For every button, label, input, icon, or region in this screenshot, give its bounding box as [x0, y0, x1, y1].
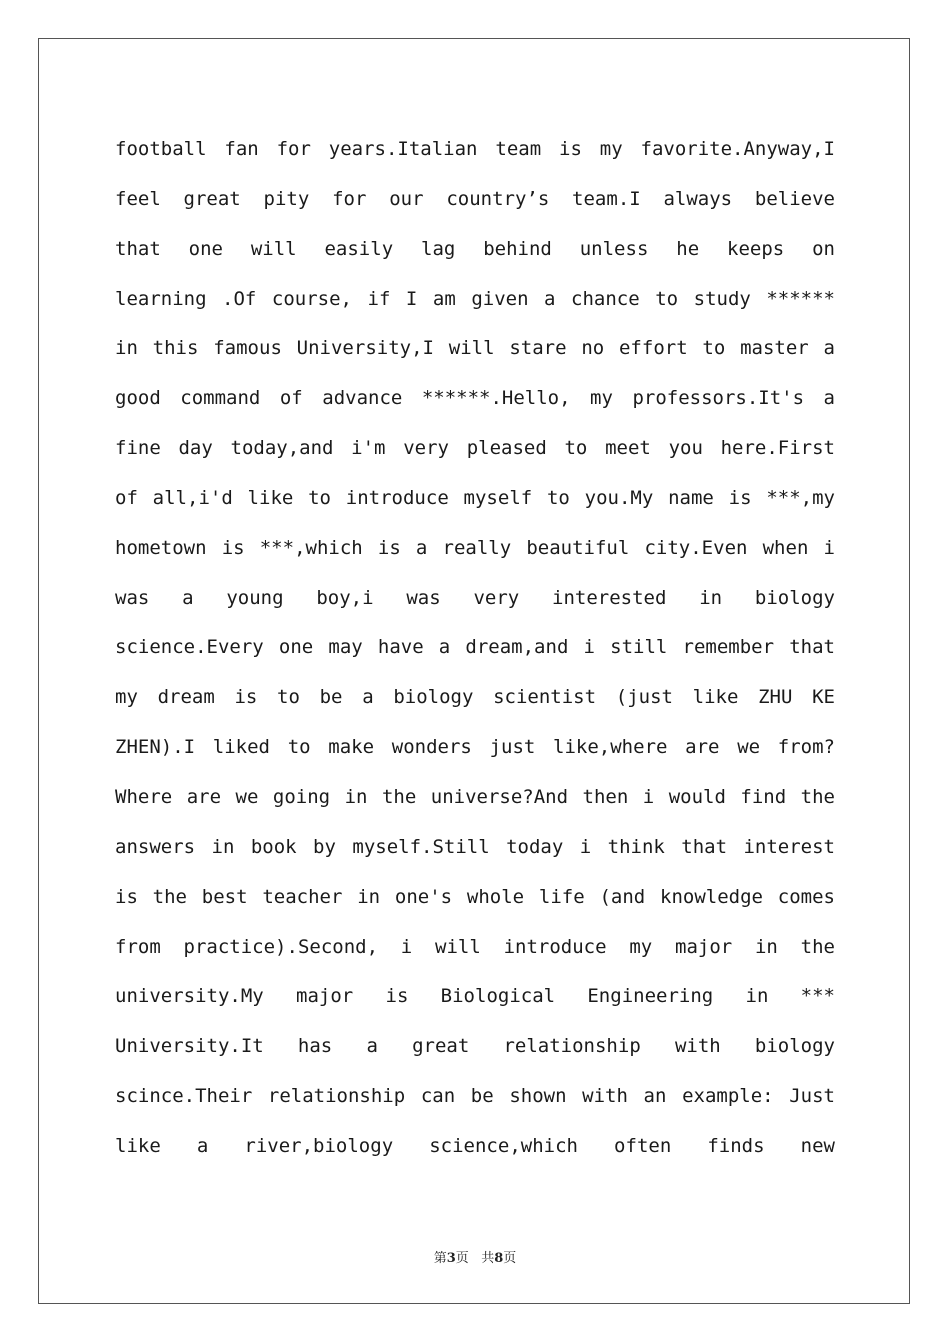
text-line-5: in this famous University,I will stare no effort to master a [115, 337, 835, 360]
text-line-17: from practice).Second, i will introduce my major in the [115, 935, 835, 958]
text-line-4: learning .Of course, if I am given a chance to study ****** [115, 287, 835, 310]
text-line-9: hometown is ***,which is a really beautiful city.Even when i [115, 536, 835, 559]
text-line-15: answers in book by myself.Still today i think that interest [115, 835, 835, 858]
text-line-21: like a river,biology science,which often finds new [115, 1134, 835, 1157]
total-prefix: 共 [481, 1251, 495, 1266]
text-line-10: was a young boy,i was very interested in biology [115, 586, 835, 609]
text-line-13: ZHEN).I liked to make wonders just like,where are we from? [115, 736, 835, 759]
page-footer [0, 1247, 950, 1266]
total-pages: 8 [494, 1251, 504, 1266]
text-line-20: scince.Their relationship can be shown with an example: Just [115, 1085, 835, 1108]
text-line-19: University.It has a great relationship with biology [115, 1035, 835, 1058]
text-line-11: science.Every one may have a dream,and i still remember that [115, 636, 835, 659]
total-suffix: 页 [503, 1251, 517, 1266]
text-line-12: my dream is to be a biology scientist (just like ZHU KE [115, 686, 835, 709]
text-line-7: fine day today,and i'm very pleased to meet you here.First [115, 437, 835, 460]
text-line-14: Where are we going in the universe?And then i would find the [115, 785, 835, 808]
text-line-1: football fan for years.Italian team is my favorite.Anyway,I [115, 138, 835, 160]
page-suffix: 页 [455, 1251, 469, 1266]
text-line-2: feel great pity for our country’s team.I always believe [115, 187, 835, 210]
body-text [115, 125, 835, 1172]
text-line-8: of all,i'd like to introduce myself to you.My name is ***,my [115, 486, 835, 509]
text-line-18: university.My major is Biological Engineering in *** [115, 985, 835, 1008]
page-prefix: 第 [433, 1251, 447, 1266]
text-line-6: good command of advance ******.Hello, my professors.It's a [115, 387, 835, 410]
text-line-3: that one will easily lag behind unless he keeps on [115, 237, 835, 260]
text-line-16: is the best teacher in one's whole life (and knowledge comes [115, 885, 835, 908]
page-number: 3 [446, 1251, 456, 1266]
